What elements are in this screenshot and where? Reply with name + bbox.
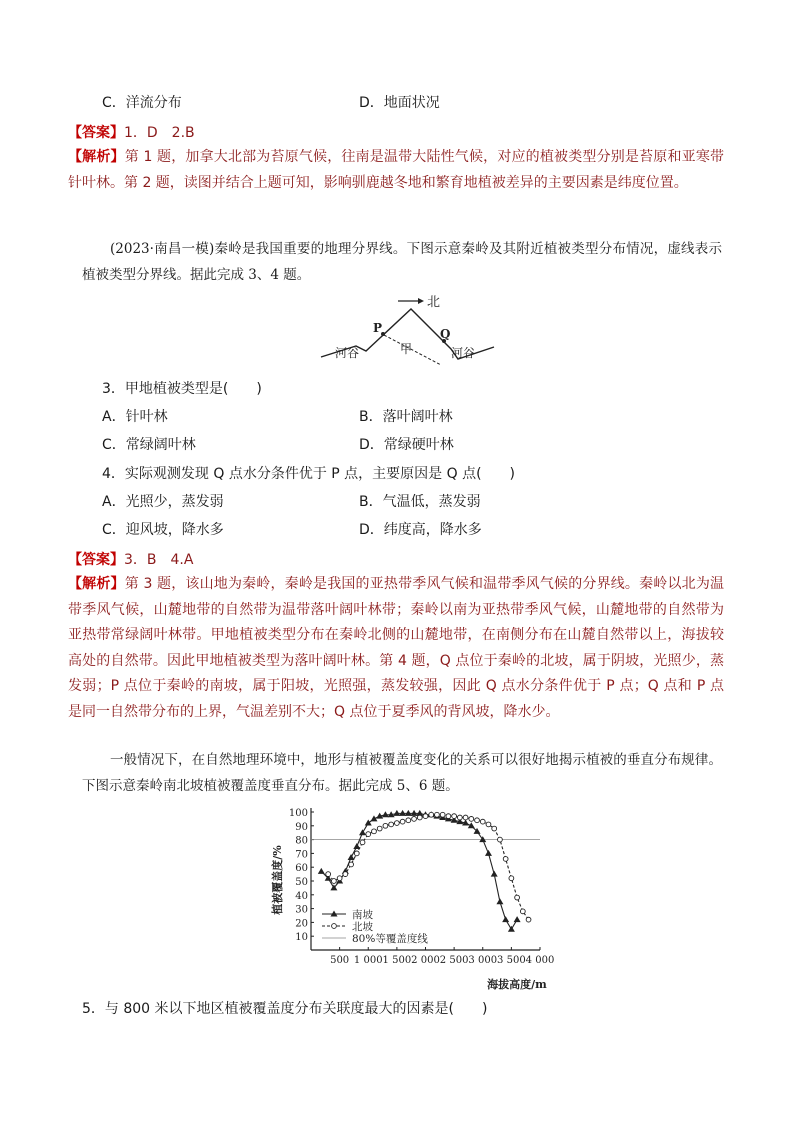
series-point-circle [520,909,525,914]
series-point-circle [440,812,445,817]
series-point-triangle [491,871,498,877]
y-tick-label: 80 [295,835,308,847]
series-point-circle [406,818,411,823]
series-point-circle [486,822,491,827]
series-point-triangle [365,820,372,826]
q3-stem: 3．甲地植被类型是( ) [102,381,262,397]
valley-right-label: 河谷 [451,346,476,360]
analysis-2 [68,572,724,725]
chart-axes [311,808,540,950]
vegetation-coverage-chart [265,802,555,994]
x-tick-label: 1 500 [382,955,412,966]
series-point-circle [360,840,365,845]
series-point-triangle [514,916,521,922]
series-point-circle [526,917,531,922]
valley-left-label: 河谷 [335,346,360,360]
series-point-circle [383,823,388,828]
q4-stem: 4．实际观测发现 Q 点水分条件优于 P 点，主要原因是 Q 点( ) [102,466,516,482]
series-point-circle [463,815,468,820]
series-point-circle [498,837,503,842]
q3-option-c: C．常绿阔叶林 [102,437,196,453]
series-point-circle [469,817,474,822]
y-tick-label: 30 [295,904,308,916]
q5-stem: 5．与 800 米以下地区植被覆盖度分布关联度最大的因素是( ) [82,1001,488,1017]
analysis-1 [68,145,724,196]
x-tick-label: 2 000 [411,955,440,966]
series-point-circle [389,822,394,827]
y-tick-label: 20 [295,918,308,930]
series-point-circle [480,819,485,824]
q3-option-a: A．针叶林 [102,409,168,425]
series-point-circle [366,832,371,837]
series-point-circle [412,817,417,822]
y-tick-label: 100 [288,808,308,819]
series-point-circle [423,814,428,819]
series-point-triangle [359,829,366,835]
series-point-circle [509,876,514,881]
x-tick-label: 3 000 [468,955,498,966]
q4-option-d: D．纬度高，降水多 [359,522,482,538]
x-tick-label: 3 500 [497,955,526,966]
y-axis-label: 植被覆盖度/% [271,845,284,915]
series-point-circle [435,812,440,817]
series-point-circle [332,879,337,884]
y-tick-label: 70 [295,849,308,861]
series-point-circle [515,895,520,900]
x-tick-label: 1 000 [353,955,383,966]
series-point-triangle [318,868,325,874]
x-tick-label: 2 500 [439,955,469,966]
chart-legend [322,908,428,945]
x-axis-label: 海拔高度/m [487,978,547,991]
vegetation-boundary-dashed [384,335,441,365]
series-point-triangle [485,850,492,856]
series-point-circle [349,862,354,867]
series-point-circle [457,815,462,820]
question-stem-5-6: 一般情况下，在自然地理环境中，地形与植被覆盖度变化的关系可以很好地揭示植被的垂直分布规律。下图示意秦岭南北坡植被覆盖度垂直分布。据此完成 5、6 题。 [82,752,722,794]
series-point-circle [354,851,359,856]
q3-option-d: D．常绿硬叶林 [359,437,454,453]
q2-option-c: C．洋流分布 [102,95,182,111]
answer-line-1 [68,124,195,142]
series-point-triangle [348,854,355,860]
series-point-triangle [508,926,515,932]
series-point-circle [394,821,399,826]
series-point-circle [452,814,457,819]
series-point-circle [475,818,480,823]
answer-line-2 [68,551,193,569]
q4-option-a: A．光照少，蒸发弱 [102,494,224,510]
series-point-circle [503,857,508,862]
q3-option-b: B．落叶阔叶林 [359,409,453,425]
point-q-label: Q [440,327,451,341]
north-arrow-head [418,298,424,304]
series-point-circle [337,876,342,881]
qinling-profile-diagram [316,291,512,371]
analysis-tag: 【解析】 [68,576,125,592]
series-point-circle [372,829,377,834]
answer-tag: 【答案】 [68,125,124,141]
analysis-text: 第 3 题，该山地为秦岭，秦岭是我国的亚热带季风气候和温带季风气候的分界线。秦岭以北为温带季风气候，山麓地带的自然带为温带落叶阔叶林带；秦岭以南为亚热带季风气候，山麓地带的自然带为亚热带常绿阔叶林带。甲地植被类型分布在秦岭北侧的山麓地带，在南侧分布在山麓自然带以上，海拔较高处的自然带。因此甲地植被类型为落叶阔叶林。第 4 题，Q 点位于秦岭的北坡，属于阴坡，光照少，蒸发弱；P 点位于秦岭的南坡，属于阳坡，光照强，蒸发较强，因此 Q 点水分条件优于 P 点；Q 点和 P 点是同一自然带分布的上界，气温差别不大；Q 点位于夏季风的背风坡，降水少。 [68,576,724,720]
series-point-triangle [496,898,503,904]
analysis-tag: 【解析】 [68,149,125,165]
series-point-circle [446,814,451,819]
series-point-circle [343,872,348,877]
series-line-1 [321,813,517,929]
q4-option-c: C．迎风坡，降水多 [102,522,224,538]
y-tick-label: 10 [295,932,308,944]
point-p-label: P [373,321,383,335]
series-point-circle [429,812,434,817]
analysis-text: 第 1 题，加拿大北部为苔原气候，往南是温带大陆性气候，对应的植被类型分别是苔原和亚寒带针叶林。第 2 题，读图并结合上题可知，影响驯鹿越冬地和繁育地植被差异的主要因素是纬度位置。 [68,149,724,191]
q2-option-d: D．地面状况 [359,95,440,111]
question-stem-3-4: (2023·南昌一模)秦岭是我国重要的地理分界线。下图示意秦岭及其附近植被类型分布情况，虚线表示植被类型分界线。据此完成 3、4 题。 [82,241,722,283]
series-point-circle [492,826,497,831]
x-tick-label: 500 [330,955,350,966]
y-tick-label: 60 [295,863,308,875]
y-tick-label: 50 [295,877,308,888]
y-tick-label: 90 [295,821,308,833]
series-point-circle [417,815,422,820]
y-tick-label: 40 [295,890,308,902]
north-label: 北 [427,295,441,310]
q4-option-b: B．气温低，蒸发弱 [359,494,481,510]
series-point-circle [400,819,405,824]
series-point-circle [377,826,382,831]
series-point-circle [326,872,331,877]
legend-marker-north [332,924,337,929]
jia-label: 甲 [400,342,413,356]
series-point-triangle [502,916,509,922]
legend-label-reference: 80%等覆盖度线 [352,933,428,945]
answer-text: 3．B 4.A [124,552,194,568]
legend-label-south: 南坡 [352,909,373,921]
answer-tag: 【答案】 [68,552,124,568]
answer-text: 1．D 2.B [124,125,195,141]
x-tick-label: 4 000 [525,955,555,966]
chart-series [318,810,531,932]
legend-label-north: 北坡 [352,921,373,933]
